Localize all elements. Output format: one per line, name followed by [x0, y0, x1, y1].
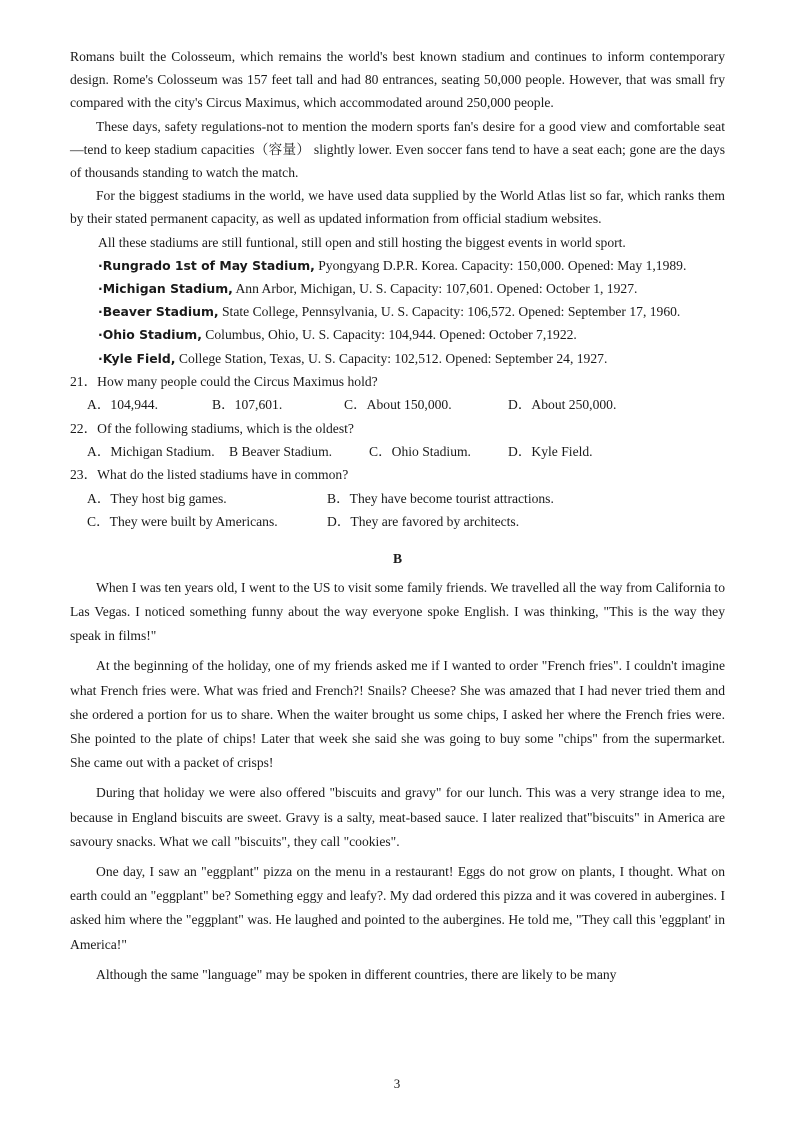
question-options [70, 487, 725, 510]
option-b: B Beaver Stadium. [229, 444, 333, 460]
question-stem: 23．What do the listed stadiums have in common? [70, 467, 349, 483]
stadium-name: ·Beaver Stadium, [98, 304, 219, 320]
passage-b-paragraph: During that holiday we were also offered "biscuits and gravy" for our lunch. This was a very strange idea to me, because in England biscuits are sweet. Gravy is a salty, meat-based sauce. I later realized that"biscuits" in America are savoury snacks. What we call "biscuits", they call "cookies". [70, 785, 725, 849]
question-options [70, 440, 725, 463]
option-d: D．Kyle Field. [508, 444, 593, 460]
stadium-item [70, 347, 725, 370]
passage-b-paragraph: One day, I saw an "eggplant" pizza on the menu in a restaurant! Eggs do not grow on plants, I thought. What on earth could an "eggplant" be? Something eggy and leafy?. My dad ordered this pizza and it was covered in aubergines. I asked him where the "eggplant" was. He laughed and pointed to the aubergines. He told me, "They call this 'eggplant' in America!" [70, 863, 725, 952]
stadium-detail: Ann Arbor, Michigan, U. S. Capacity: 107,601. Opened: October 1, 1927. [232, 281, 638, 297]
stadium-detail: State College, Pennsylvania, U. S. Capacity: 106,572. Opened: September 17, 1960. [218, 304, 681, 320]
passage-a-paragraph: Romans built the Colosseum, which remains the world's best known stadium and continues to inform contemporary design. Rome's Colosseum was 157 feet tall and had 80 entrances, seating 50,000 people. However, that was small fry compared with the city's Circus Maximus, which accommodated around 250,000 people. [70, 49, 725, 111]
passage-b-paragraph: When I was ten years old, I went to the US to visit some family friends. We travelled all the way from California to Las Vegas. I noticed something funny about the way everyone spoke English. I was thinking, "This is the way they speak in films!" [70, 579, 725, 644]
page-number: 3 [393, 1076, 401, 1091]
option-b: B．107,601. [212, 397, 283, 413]
section-heading: B [392, 550, 403, 566]
question-stem: 21．How many people could the Circus Maximus hold? [70, 373, 378, 389]
question-options [70, 510, 725, 533]
option-d: D．About 250,000. [508, 397, 617, 413]
option-c: C．About 150,000. [344, 397, 452, 413]
stadium-name: ·Rungrado 1st of May Stadium, [98, 257, 315, 273]
option-c: C．They were built by Americans. [87, 514, 278, 530]
option-a: A．104,944. [87, 397, 158, 413]
option-c: C．Ohio Stadium. [369, 444, 471, 460]
passage-b-paragraph: Although the same "language" may be spoken in different countries, there are likely to be many [96, 966, 617, 982]
option-a: A．They host big games. [87, 490, 227, 506]
stadium-item [70, 277, 725, 300]
page-content [70, 45, 725, 987]
stadium-name: ·Michigan Stadium, [98, 281, 233, 297]
stadium-list [70, 231, 725, 370]
stadium-detail: Pyongyang D.P.R. Korea. Capacity: 150,000. Opened: May 1,1989. [314, 257, 687, 273]
stadium-name: ·Kyle Field, [98, 350, 176, 366]
passage-b-paragraph: At the beginning of the holiday, one of my friends asked me if I wanted to order "French fries". I couldn't imagine what French fries were. What was fried and French?! Snails? Cheese? She was amazed that I had never tried them and she ordered a portion for us to share. When the waiter brought us some chips, I asked her where the French fries were. She pointed to the plate of chips! Later that week she said she was going to buy some "chips" from the supermarket. She came out with a packet of crisps! [70, 658, 725, 771]
stadium-detail: College Station, Texas, U. S. Capacity: 102,512. Opened: September 24, 1927. [175, 350, 608, 366]
stadium-item [70, 300, 725, 323]
question-23 [70, 463, 725, 533]
passage-a-paragraph: For the biggest stadiums in the world, we have used data supplied by the World Atlas list so far, which ranks them by their stated permanent capacity, as well as updated information from official stadium websites. [70, 188, 725, 227]
question-options [70, 393, 725, 416]
question-22 [70, 417, 725, 464]
question-stem: 22．Of the following stadiums, which is the oldest? [70, 420, 354, 436]
question-21 [70, 370, 725, 417]
option-a: A．Michigan Stadium. [87, 444, 215, 460]
stadium-item [70, 254, 725, 277]
stadium-item [70, 323, 725, 346]
stadium-detail: Columbus, Ohio, U. S. Capacity: 104,944. Opened: October 7,1922. [201, 327, 577, 343]
option-d: D．They are favored by architects. [327, 514, 520, 530]
stadium-name: ·Ohio Stadium, [98, 327, 202, 343]
option-b: B．They have become tourist attractions. [327, 490, 554, 506]
passage-a-paragraph: These days, safety regulations-not to mention the modern sports fan's desire for a good view and comfortable seat—tend to keep stadium capacities（容量） slightly lower. Even soccer fans tend to have a seat each; gone are the days of thousands standing to watch the match. [70, 118, 725, 181]
stadium-list-intro: All these stadiums are still funtional, still open and still hosting the biggest events in world sport. [98, 234, 626, 250]
